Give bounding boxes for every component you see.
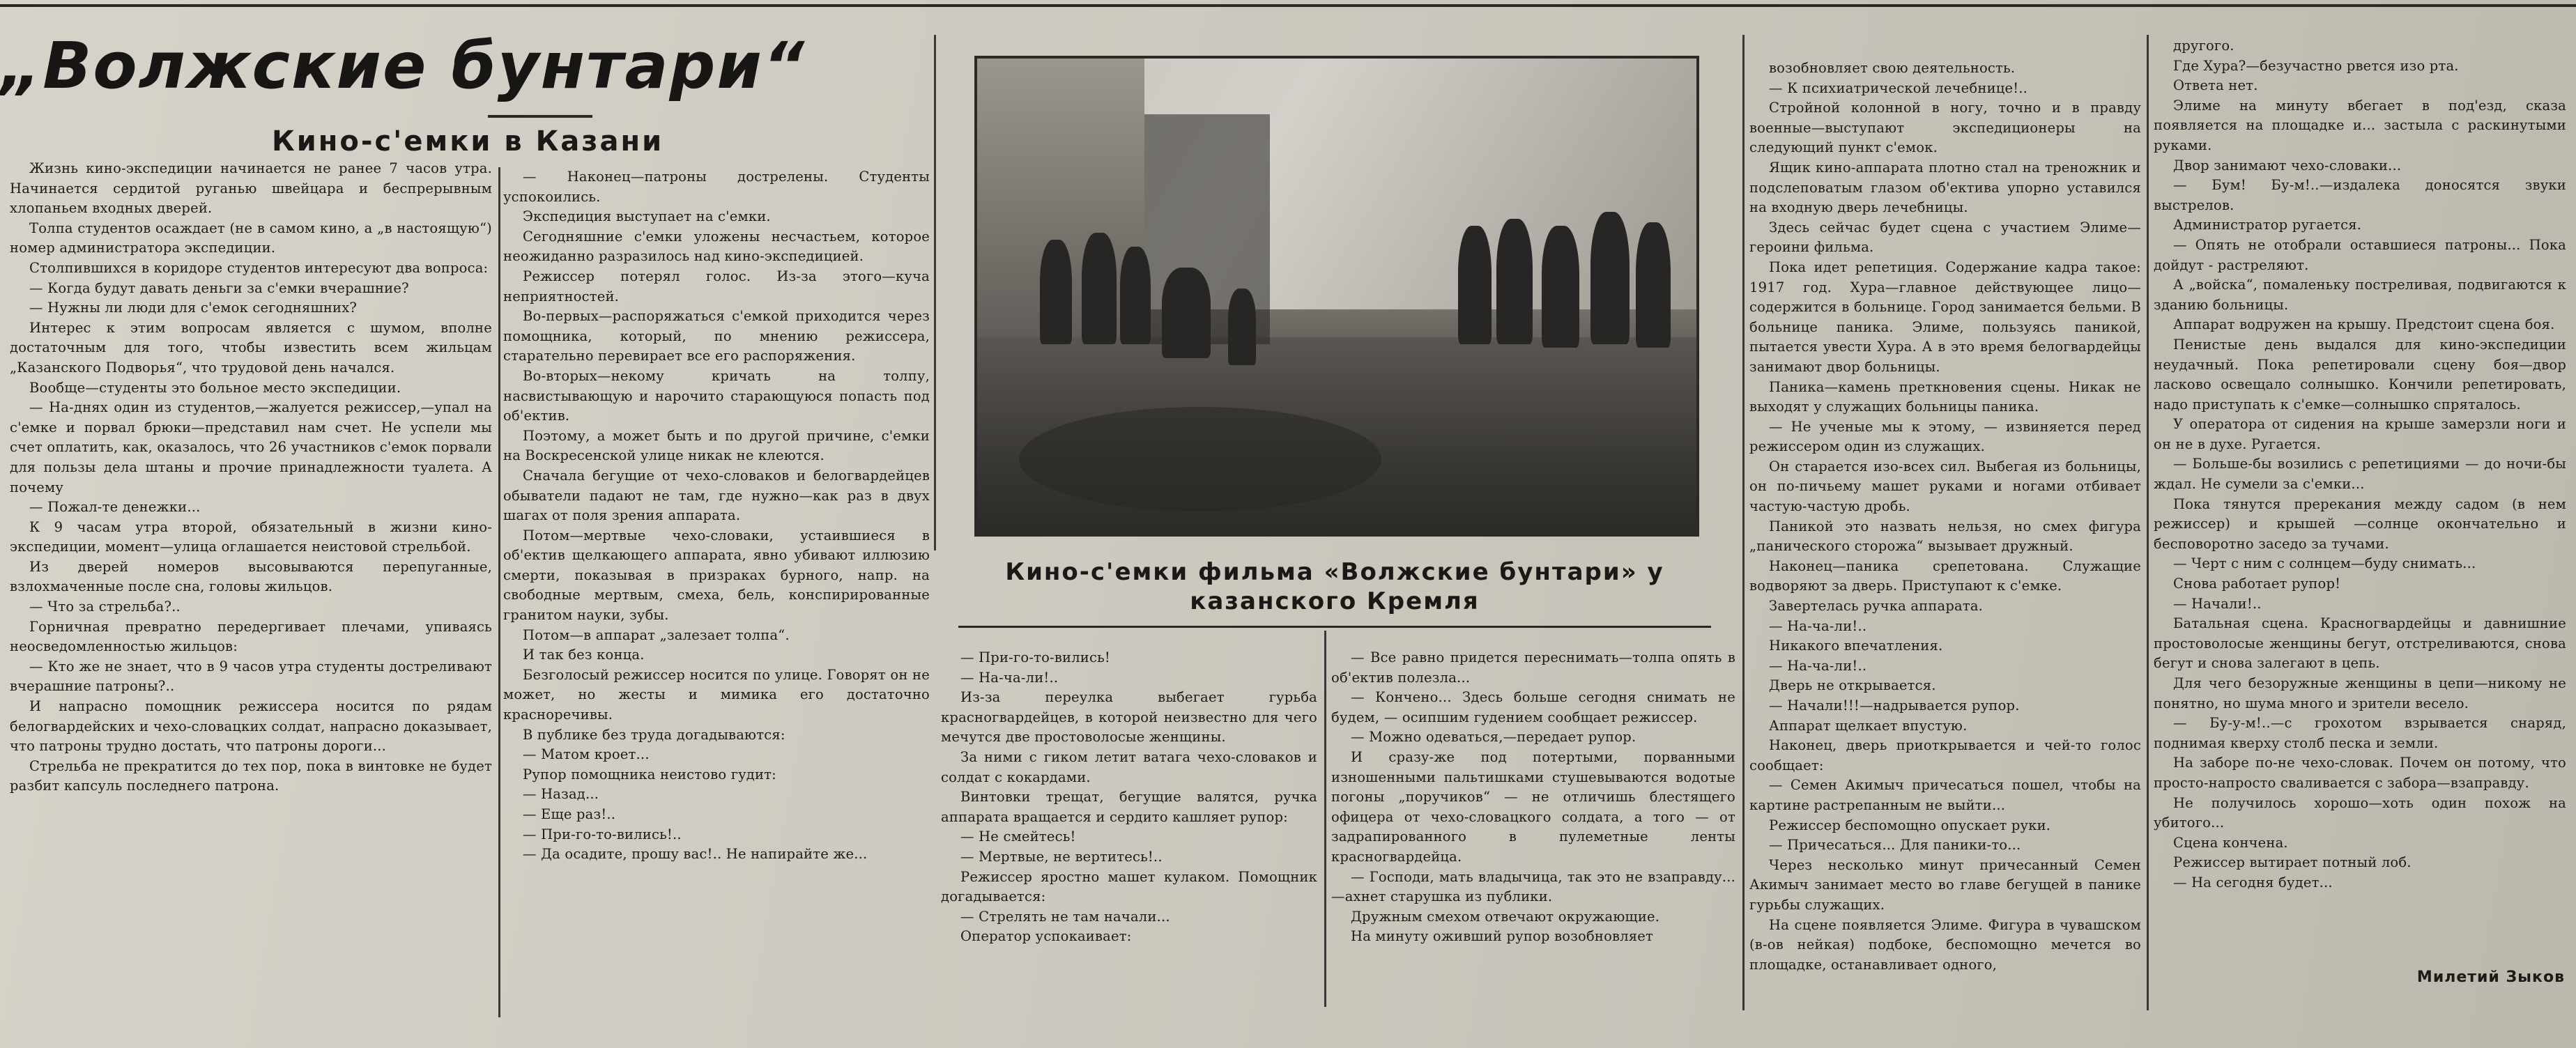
person-silhouette [1590, 212, 1630, 344]
paragraph: На минуту оживший рупор возобновляет [1351, 928, 1654, 945]
article-headline: „Волжские бунтари“ [0, 29, 806, 103]
paragraph: И напрасно помощник режиссера носится по рядам белогвардейских и чехо-словацких солдат, напрасно доказывает, что патроны трудно достать, что патроны дороги... [10, 698, 492, 755]
paragraph: Для чего безоружные женщины в цепи—никому не понятно, но шума много и зрители весело. [2154, 675, 2566, 711]
paragraph: У оператора от сидения на крыше замерзли ноги и он не в духе. Ругается. [2154, 416, 2566, 452]
paragraph: — Можно одеваться,—передает рупор. [1351, 729, 1636, 746]
person-silhouette [1636, 222, 1671, 348]
paragraph: В публике без труда догадываются: [523, 726, 785, 743]
paragraph: Жизнь кино-экспедиции начинается не ранее 7 часов утра. Начинается сердитой руганью швейцара и беспрерывным хлопаньем входных дверей. [10, 160, 492, 217]
paragraph: — Пожал-те денежки... [29, 499, 201, 516]
person-silhouette [1120, 247, 1151, 344]
column-divider [1324, 631, 1326, 1007]
paragraph: Винтовки трещат, бегущие валятся, ручка аппарата вращается и сердито кашляет рупор: [941, 789, 1317, 825]
paragraph: — Причесаться... Для паники-то... [1769, 837, 2021, 854]
paragraph: — Что за стрельба?.. [29, 599, 181, 615]
paragraph: И сразу-же под потертыми, порванными изношенными пальтишками стушевываются водотые погоны „поручиков“ — не отличишь блестящего офицера от чехо-словацкого солдата, а того — от задрапированного в пулеметные ленты красногвардейца. [1331, 748, 1735, 865]
paragraph: Интерес к этим вопросам является с шумом, вполне достаточным для того, чтобы известить всем жильцам „Казанского Подворья“, что трудовой день начался. [10, 319, 492, 376]
paragraph: За ними с гиком летит ватага чехо-словаков и солдат с кокардами. [941, 748, 1317, 785]
paragraph: Никакого впечатления. [1769, 638, 1943, 654]
paragraph: На заборе по-не чехо-словак. Почем он потому, что просто-напросто сваливается с забора—взаправду. [2154, 755, 2566, 791]
paragraph: Из-за переулка выбегает гурьба красногвардейцев, в которой неизвестно для чего мечутся две простоволосые женщины. [941, 689, 1317, 746]
paragraph: Не получилось хорошо—хоть один похож на убитого... [2154, 794, 2566, 831]
paragraph: Экспедиция выступает на с'емки. [523, 208, 771, 225]
paragraph: Сегодняшние с'емки уложены несчастьем, которое неожиданно разразилось над кино-экспедицией. [503, 228, 930, 265]
paragraph: Здесь сейчас будет сцена с участием Элиме—героини фильма. [1749, 219, 2141, 256]
paragraph: Вообще—студенты это больное место экспедиции. [29, 379, 401, 396]
paragraph: И так без конца. [523, 647, 645, 663]
paragraph: — При-го-то-вились!.. [523, 826, 682, 842]
paragraph: Дверь не открывается. [1769, 677, 1936, 694]
person-silhouette [1228, 288, 1256, 365]
film-shoot-photo [974, 56, 1699, 537]
column-divider [934, 35, 936, 550]
paragraph: другого. [2173, 38, 2234, 54]
paragraph: Он старается изо-всех сил. Выбегая из больницы, он по-пичьему машет руками и ногами отбивает частую-частую дробь. [1749, 458, 2141, 515]
paragraph: Сцена кончена. [2173, 834, 2288, 851]
paragraph: — При-го-то-вились! [960, 649, 1110, 665]
paragraph: Потом—мертвые чехо-словаки, устаившиеся в об'ектив щелкающего аппарата, явно убивают иллюзию смерти, показывая в призраках бурного, напр. на свободные мертвым, смеха, бель, конспирированные гранитом науки, зубы. [503, 527, 930, 624]
paragraph: — Матом кроет... [523, 746, 650, 763]
top-rule [0, 4, 2576, 7]
paragraph: — На-ча-ли!.. [960, 669, 1059, 686]
column-divider [2147, 35, 2149, 1010]
paragraph: — На сегодня будет... [2173, 874, 2333, 891]
paragraph: — Стрелять не там начали... [960, 908, 1170, 925]
paragraph: Стройной колонной в ногу, точно и в правду военные—выступают экспедиционеры на следующий пункт с'емок. [1749, 100, 2141, 156]
paragraph: Снова работает рупор! [2173, 576, 2341, 592]
paragraph: Через несколько минут причесанный Семен Акимыч занимает место во главе бегущей в панике гурьбы служащих. [1749, 856, 2141, 913]
paragraph: — Начали!!!—надрывается рупор. [1769, 698, 2020, 714]
paragraph: — Назад... [523, 786, 599, 803]
paragraph: — На-ча-ли!.. [1769, 617, 1867, 634]
paragraph: — Черт с ним с солнцем—буду снимать... [2173, 555, 2476, 572]
paragraph: — Больше-бы возились с репетициями — до ночи-бы ждал. Не сумели за с'емки... [2154, 456, 2566, 493]
person-silhouette [1082, 233, 1117, 344]
paragraph: — Все равно придется переснимать—толпа опять в об'ектив полезла... [1331, 649, 1735, 686]
headline-rule [488, 115, 592, 118]
text-column-4 [1331, 648, 1735, 976]
paragraph: — На-днях один из студентов,—жалуется режиссер,—упал на с'емке и порвал брюки—представил нам счет. Не успели мы счет оплатить, как, оказалось, что 26 участников с'емок порвали для пользы дела штаны и прочие принадлежности туалета. А почему [10, 399, 492, 495]
paragraph: — Кто же не знает, что в 9 часов утра студенты достреливают вчерашние патроны?.. [10, 658, 492, 695]
paragraph: Дружным смехом отвечают окружающие. [1351, 908, 1660, 925]
column-divider [498, 167, 500, 1017]
paragraph: — Опять не отобрали оставшиеся патроны... Пока дойдут - растреляют. [2154, 236, 2566, 273]
photo-caption: Кино-с'емки фильма «Волжские бунтари» у казанского Кремля [1005, 558, 1664, 615]
paragraph: Оператор успокаивает: [960, 928, 1132, 945]
crowd-shadow [1019, 407, 1381, 511]
paragraph: — Начали!.. [2173, 595, 2262, 612]
paragraph: — К психиатрической лечебнице!.. [1769, 79, 2028, 96]
paragraph: Режиссер яростно машет кулаком. Помощник догадывается: [941, 868, 1317, 905]
paragraph: Во-первых—распоряжаться с'емкой приходится через помощника, который, по мнению режиссера, старательно перевирает все его распоряжения. [503, 308, 930, 364]
caption-rule [958, 626, 1711, 628]
paragraph: Аппарат водружен на крышу. Предстоит сцена боя. [2173, 316, 2555, 333]
column-divider [1742, 35, 1745, 1010]
paragraph: Наконец—паника срепетована. Служащие водворяют за дверь. Приступают к с'емке. [1749, 557, 2141, 594]
paragraph: — Господи, мать владычица, так это не взаправду...—ахнет старушка из публики. [1331, 868, 1735, 905]
paragraph: — Наконец—патроны дострелены. Студенты успокоились. [503, 169, 930, 205]
paragraph: Батальная сцена. Красногвардейцы и давнишние простоволосые женщины бегут, отстреливаются, снова бегут и снова залегают в цепь. [2154, 615, 2566, 672]
paragraph: — Да осадите, прошу вас!.. Не напирайте же... [523, 846, 868, 863]
paragraph: Пока тянутся пререкания между садом (в нем режиссер) и крышей —солнце окончательно и бесповоротно заседо за тучами. [2154, 495, 2566, 552]
paragraph: Горничная превратно передергивает плечами, упиваясь неосведомленностью жильцов: [10, 618, 492, 655]
article-subheading: Кино-с'емки в Казани [272, 125, 664, 157]
paragraph: Пенистые день выдался для кино-экспедиции неудачный. Пока репетировали сцену боя—двор ласково освещало солнышко. Кончили репетировать, надо приступать к с'емке—солнышко спряталось. [2154, 336, 2566, 413]
person-silhouette [1542, 226, 1579, 348]
text-column-3 [941, 648, 1317, 976]
paragraph: Аппарат щелкает впустую. [1769, 717, 1968, 734]
paragraph: А „войска“, помаленьку постреливая, подвигаются к зданию больницы. [2154, 277, 2566, 313]
paragraph: Во-вторых—некому кричать на толпу, насвистывающую и нарочито старающуюся попасть под об'ектив. [503, 367, 930, 424]
paragraph: — Мертвые, не вертитесь!.. [960, 848, 1163, 865]
text-column-1 [10, 159, 492, 1040]
paragraph: Пока идет репетиция. Содержание кадра такое: 1917 год. Хура—главное действующее лицо—содержится в больнице. Город занимается бельми. В больнице паника. Элиме, пользуясь паникой, пытается увести Хура. А в это время белогвардейцы занимают двор больницы. [1749, 259, 2141, 375]
paragraph: — Семен Акимыч причесаться пошел, чтобы на картине растрепанным не выйти... [1749, 777, 2141, 813]
paragraph: Ответа нет. [2173, 77, 2258, 94]
paragraph: Где Хура?—безучастно рвется изо рта. [2173, 57, 2459, 74]
paragraph: Сначала бегущие от чехо-словаков и белогвардейцев обыватели падают не там, где нужно—как раз в двух шагах от поля зрения аппарата. [503, 467, 930, 524]
paragraph: На сцене появляется Элиме. Фигура в чувашском (в-ов нейкая) подбоке, беспомощно мечется во площадке, останавливает одного, [1749, 916, 2141, 973]
paragraph: — Кончено... Здесь больше сегодня снимать не будем, — осипшим гудением сообщает режиссер. [1331, 689, 1735, 725]
cameraman-silhouette [1162, 268, 1211, 358]
paragraph: возобновляет свою деятельность. [1769, 60, 2016, 76]
paragraph: К 9 часам утра второй, обязательный в жизни кино-экспедиции, момент—улица оглашается неистовой стрельбой. [10, 518, 492, 555]
paragraph: Режиссер вытирает потный лоб. [2173, 854, 2412, 871]
paragraph: — Бу-у-м!..—с грохотом взрывается снаряд, поднимая кверху столб песка и земли. [2154, 715, 2566, 751]
paragraph: Толпа студентов осаждает (не в самом кино, а „в настоящую“) номер администратора экспедиции. [10, 219, 492, 256]
paragraph: — Не ученые мы к этому, — извиняется перед режиссером один из служащих. [1749, 418, 2141, 455]
paragraph: Режиссер потерял голос. Из-за этого—куча неприятностей. [503, 268, 930, 305]
paragraph: — Нужны ли люди для с'емок сегодняшних? [29, 300, 358, 316]
paragraph: Паника—камень преткновения сцены. Никак не выходят у служащих больницы паника. [1749, 378, 2141, 415]
paragraph: Режиссер беспомощно опускает руки. [1769, 817, 2051, 833]
person-silhouette [1040, 240, 1072, 344]
paragraph: Поэтому, а может быть и по другой причине, с'емки на Воскресенской улице никак не клеются. [503, 427, 930, 464]
paragraph: Из дверей номеров высовываются перепуганные, взлохмаченные после сна, головы жильцов. [10, 558, 492, 595]
paragraph: — Когда будут давать деньги за с'емки вчерашние? [29, 279, 409, 296]
paragraph: — На-ча-ли!.. [1769, 657, 1867, 674]
paragraph: Администратор ругается. [2173, 217, 2362, 233]
paragraph: Элиме на минуту вбегает в под'езд, сказа появляется на площадке и... застыла с раскинутыми руками. [2154, 97, 2566, 153]
paragraph: Наконец, дверь приоткрывается и чей-то голос сообщает: [1749, 737, 2141, 773]
paragraph: — Не смейтесь! [960, 829, 1076, 845]
paragraph: Стрельба не прекратится до тех пор, пока в винтовке не будет разбит капсуль последнего патрона. [10, 757, 492, 794]
paragraph: Столпившихся в коридоре студентов интересуют два вопроса: [29, 259, 489, 276]
paragraph: Паникой это назвать нельзя, но смех фигура „панического сторожа“ вызывает дружный. [1749, 518, 2141, 555]
paragraph: Потом—в аппарат „залезает толпа“. [523, 626, 790, 643]
paragraph: — Еще раз!.. [523, 806, 616, 822]
paragraph: Завертелась ручка аппарата. [1769, 598, 1984, 615]
person-silhouette [1496, 219, 1533, 344]
paragraph: — Бум! Бу-м!..—издалека доносятся звуки выстрелов. [2154, 177, 2566, 213]
author-signature: Милетий Зыков [2416, 969, 2565, 986]
text-column-2 [503, 167, 930, 1042]
paragraph: Двор занимают чехо-словаки... [2173, 157, 2402, 174]
paragraph: Ящик кино-аппарата плотно стал на треножник и подслеповатым глазом об'ектива упорно уставился на входную дверь лечебницы. [1749, 159, 2141, 216]
paragraph: Рупор помощника неистово гудит: [523, 766, 776, 783]
text-column-5 [1749, 59, 2141, 985]
text-column-6 [2154, 36, 2566, 966]
person-silhouette [1458, 226, 1492, 344]
paragraph: Безголосый режиссер носится по улице. Говорят он не может, но жесты и мимика его достаточно красноречивы. [503, 666, 930, 723]
